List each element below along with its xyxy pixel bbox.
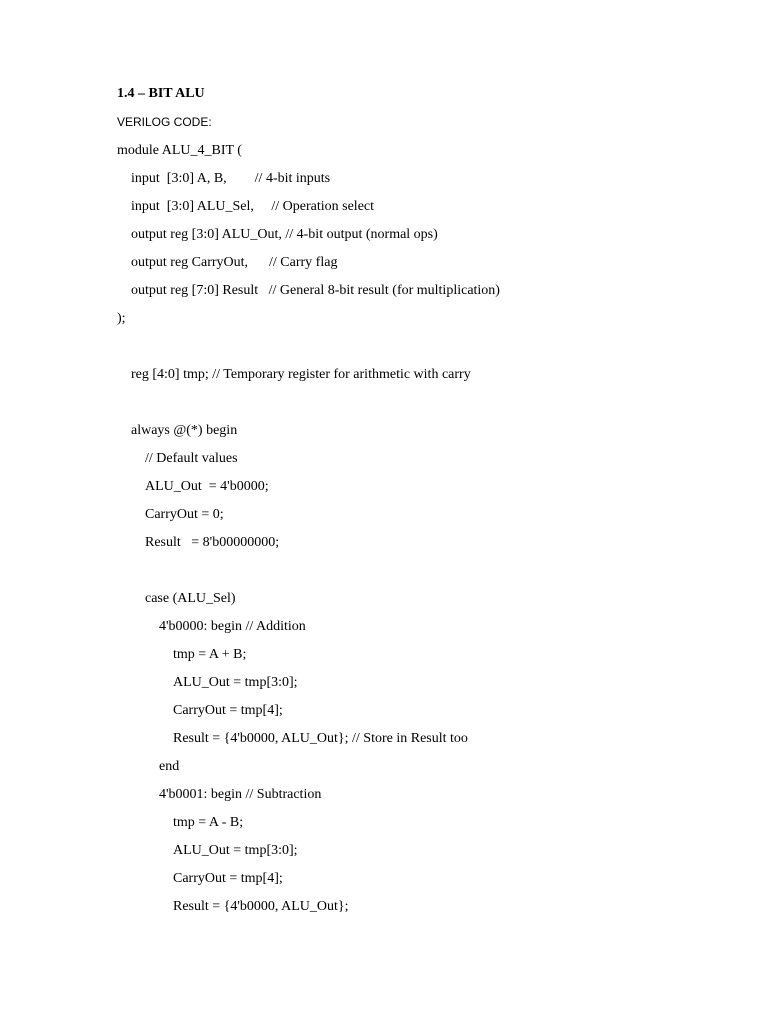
code-line-text: case (ALU_Sel) (145, 591, 236, 606)
code-line (117, 673, 500, 701)
code-label: VERILOG CODE: (117, 115, 212, 129)
code-block (117, 141, 500, 925)
code-line-text: CarryOut = 0; (145, 507, 224, 522)
code-line-text: input [3:0] ALU_Sel, // Operation select (131, 199, 375, 214)
section-heading: 1.4 – BIT ALU (117, 86, 205, 101)
code-line-text: ALU_Out = 4'b0000; (145, 479, 269, 494)
code-line (117, 169, 500, 197)
code-line (117, 337, 500, 365)
code-line-text: CarryOut = tmp[4]; (173, 871, 283, 886)
code-line (117, 197, 500, 225)
code-line-text: always @(*) begin (131, 423, 238, 438)
code-line (117, 589, 500, 617)
code-line-text: Result = {4'b0000, ALU_Out}; // Store in Result too (173, 731, 468, 746)
code-line (117, 701, 500, 729)
code-line (117, 561, 500, 589)
code-line-text: ALU_Out = tmp[3:0]; (173, 843, 298, 858)
code-line-text: Result = 8'b00000000; (145, 535, 280, 550)
code-line-text: tmp = A + B; (173, 647, 247, 662)
code-line (117, 449, 500, 477)
code-line-text: 4'b0001: begin // Subtraction (159, 787, 322, 802)
code-line (117, 141, 500, 169)
code-line-text: CarryOut = tmp[4]; (173, 703, 283, 718)
code-line (117, 841, 500, 869)
code-line-text: output reg [3:0] ALU_Out, // 4-bit output (normal ops) (131, 227, 438, 242)
code-line-text: module ALU_4_BIT ( (117, 143, 242, 158)
code-line-text: reg [4:0] tmp; // Temporary register for arithmetic with carry (131, 367, 471, 382)
code-line (117, 253, 500, 281)
code-line (117, 421, 500, 449)
code-line-text: tmp = A - B; (173, 815, 244, 830)
code-line-text: input [3:0] A, B, // 4-bit inputs (131, 171, 331, 186)
code-line (117, 785, 500, 813)
code-line-text: ); (117, 311, 126, 326)
code-line (117, 869, 500, 897)
code-line-text: end (159, 759, 180, 774)
code-line-text: // Default values (145, 451, 238, 466)
code-line (117, 757, 500, 785)
code-line (117, 729, 500, 757)
code-line (117, 225, 500, 253)
code-line-text: output reg CarryOut, // Carry flag (131, 255, 338, 270)
code-line (117, 365, 500, 393)
code-line (117, 309, 500, 337)
code-line (117, 533, 500, 561)
code-line (117, 645, 500, 673)
code-line (117, 281, 500, 309)
code-line-text: 4'b0000: begin // Addition (159, 619, 306, 634)
code-line (117, 393, 500, 421)
code-line-text: ALU_Out = tmp[3:0]; (173, 675, 298, 690)
code-line (117, 505, 500, 533)
code-line (117, 897, 500, 925)
code-line-text: Result = {4'b0000, ALU_Out}; (173, 899, 349, 914)
code-line (117, 617, 500, 645)
code-line (117, 813, 500, 841)
code-line (117, 477, 500, 505)
code-line-text: output reg [7:0] Result // General 8-bit result (for multiplication) (131, 283, 500, 298)
